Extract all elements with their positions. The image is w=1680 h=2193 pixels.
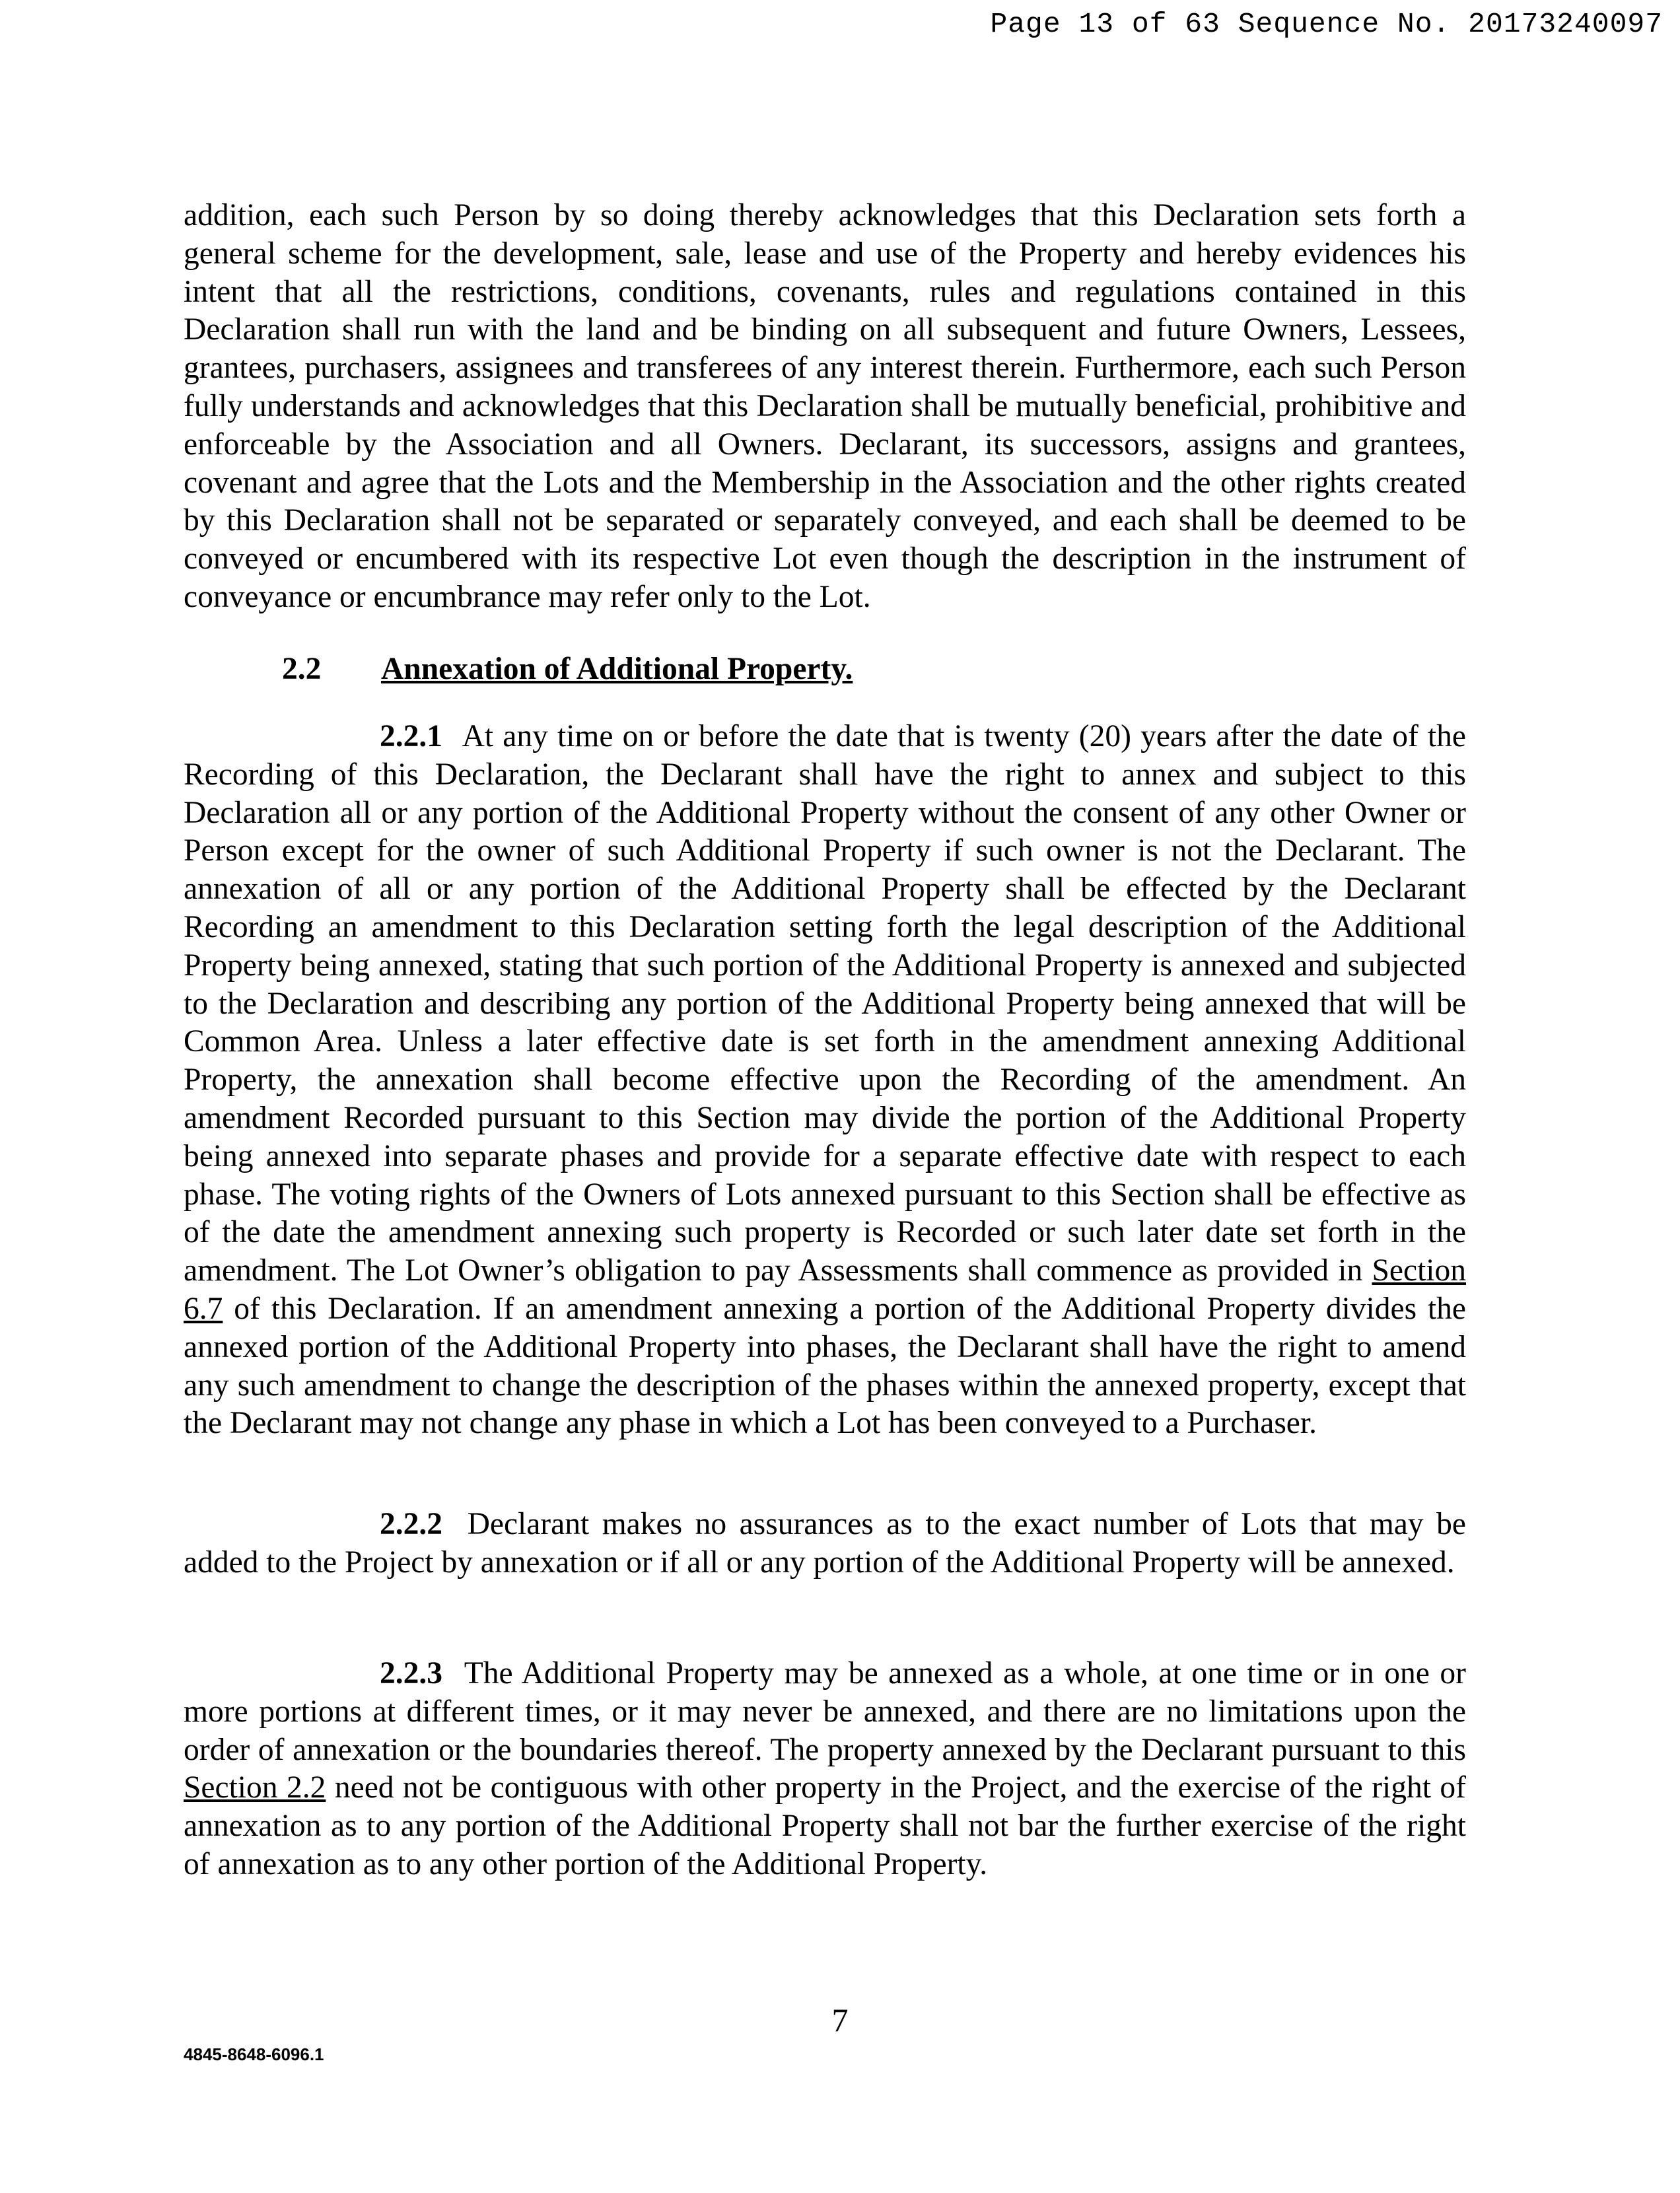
section-2-2-2-paragraph bbox=[184, 1506, 1466, 1582]
cross-reference-link: Section 2.2 bbox=[184, 1770, 326, 1805]
page-number: 7 bbox=[831, 2002, 849, 2038]
document-id: 4845-8648-6096.1 bbox=[184, 2044, 324, 2064]
section-title: Annexation of Additional Property. bbox=[381, 652, 853, 686]
subsection-text: The Additional Property may be annexed as a whole, at one time or in one or more portions at different times, or it may never be annexed, and there are no limitations upon the order of annexation or the boundaries thereof. The property annexed by the Declarant pursuant to this bbox=[184, 1656, 1466, 1767]
continuation-paragraph: addition, each such Person by so doing thereby acknowledges that this Declaration sets forth a general scheme for the development, sale, lease and use of the Property and hereby evidences his intent that all the restrictions, conditions, covenants, rules and regulations contained in this Declaration shall run with the land and be binding on all subsequent and future Owners, Lessees, grantees, purchasers, assignees and transferees of any interest therein. Furthermore, each such Person fully understands and acknowledges that this Declaration shall be mutually beneficial, prohibitive and enforceable by the Association and all Owners. Declarant, its successors, assigns and grantees, covenant and agree that the Lots and the Membership in the Association and the other rights created by this Declaration shall not be separated or separately conveyed, and each shall be deemed to be conveyed or encumbered with its respective Lot even though the description in the instrument of conveyance or encumbrance may refer only to the Lot. bbox=[184, 198, 1466, 614]
subsection-number: 2.2.1 bbox=[380, 719, 442, 753]
subsection-number: 2.2.2 bbox=[380, 1507, 442, 1541]
section-2-2-3-block bbox=[184, 1655, 1466, 1884]
cross-reference-link: Section 6.7 bbox=[184, 1253, 1466, 1326]
subsection-text: need not be contiguous with other property in the Project, and the exercise of the right of annexation as to any portion of the Additional Property shall not bar the further exercise of the right of annexation as to any other portion of the Additional Property. bbox=[184, 1770, 1467, 1881]
section-2-2-1-paragraph bbox=[184, 718, 1466, 1443]
section-heading-2-2 bbox=[282, 650, 853, 689]
subsection-number: 2.2.3 bbox=[380, 1656, 442, 1690]
continuation-paragraph-block bbox=[184, 197, 1466, 617]
page-sequence-stamp: Page 13 of 63 Sequence No. 20173240097 bbox=[990, 8, 1663, 40]
subsection-text: At any time on or before the date that is twenty (20) years after the date of the Recording of this Declaration, the Declarant shall have the right to annex and subject to this Declaration all or any portion of the Additional Property without the consent of any other Owner or Person except for the owner of such Additional Property if such owner is not the Declarant. The annexation of all or any portion of the Additional Property shall be effected by the Declarant Recording an amendment to this Declaration setting forth the legal description of the Additional Property being annexed, stating that such portion of the Additional Property is annexed and subjected to the Declaration and describing any portion of the Additional Property being annexed that will be Common Area. Unless a later effective date is set forth in the amendment annexing Additional Property, the annexation shall become effective upon the Recording of the amendment. An amendment Recorded pursuant to this Section may divide the portion of the Additional Property being annexed into separate phases and provide for a separate effective date with respect to each phase. The voting rights of the Owners of Lots annexed pursuant to this Section shall be effective as of the date the amendment annexing such property is Recorded or such later date set forth in the amendment. The Lot Owner’s obligation to pay Assessments shall commence as provided in bbox=[184, 719, 1466, 1288]
subsection-text: of this Declaration. If an amendment annexing a portion of the Additional Property divides the annexed portion of the Additional Property into phases, the Declarant shall have the right to amend any such amendment to change the description of the phases within the annexed property, except that the Declarant may not change any phase in which a Lot has been conveyed to a Purchaser. bbox=[184, 1291, 1466, 1441]
section-2-2-1-block bbox=[184, 718, 1466, 1443]
section-2-2-3-paragraph bbox=[184, 1655, 1466, 1884]
section-2-2-2-block bbox=[184, 1506, 1466, 1582]
subsection-text: Declarant makes no assurances as to the exact number of Lots that may be added to the Project by annexation or if all or any portion of the Additional Property will be annexed. bbox=[184, 1507, 1466, 1580]
section-number: 2.2 bbox=[282, 652, 322, 686]
